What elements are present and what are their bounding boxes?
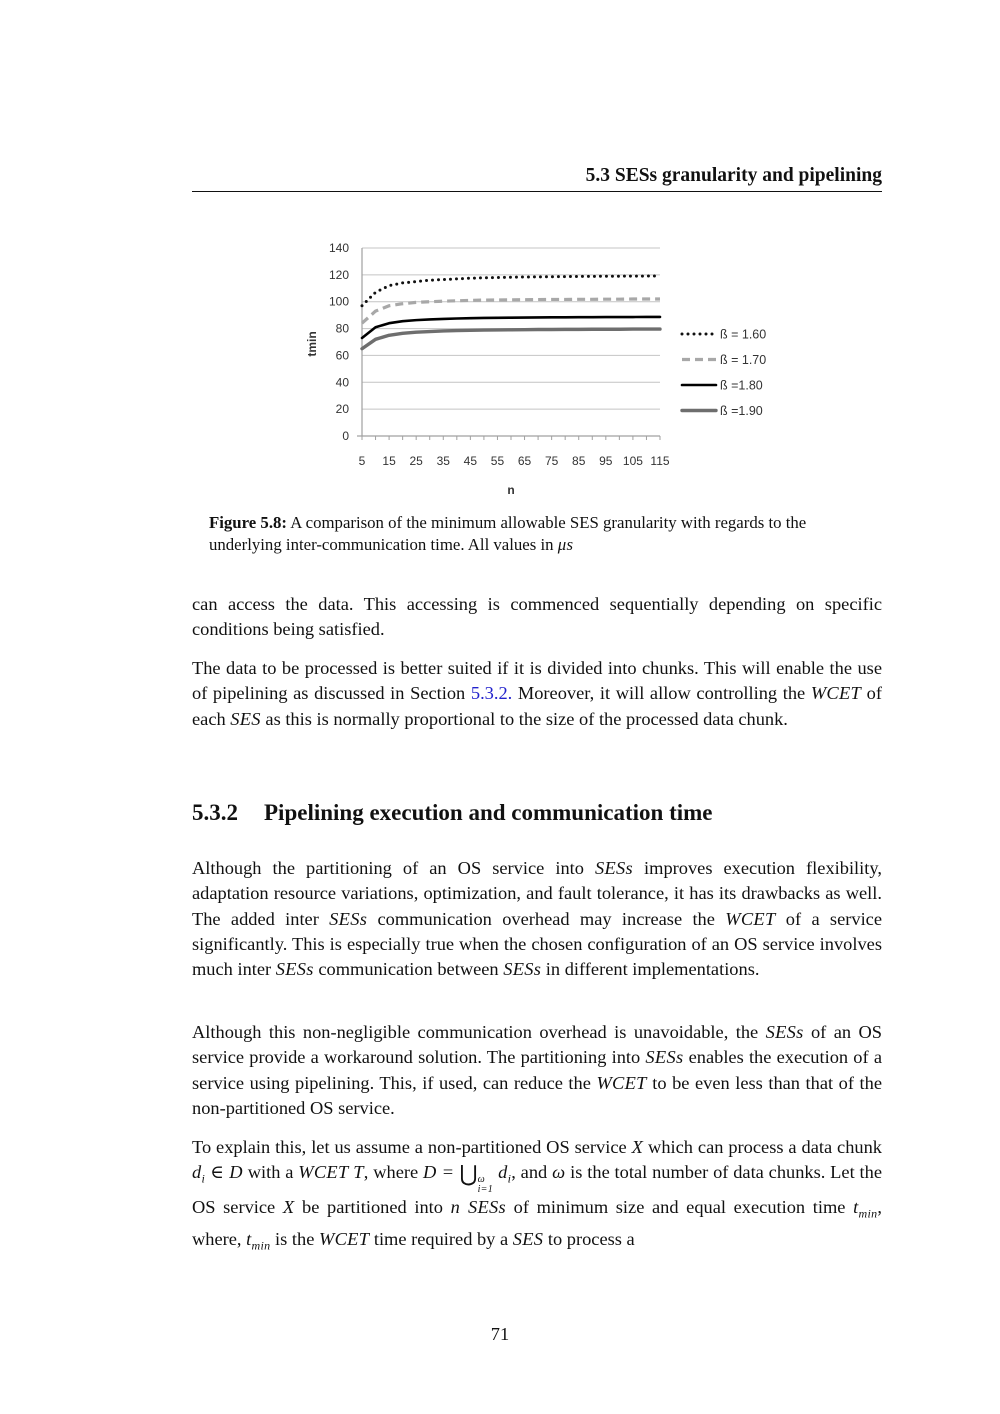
x-tick-label: 5 — [358, 454, 366, 468]
figure-caption-text: A comparison of the minimum allowable SES granularity with regards to the underlying inter-communication time. All values in — [209, 513, 807, 554]
paragraph-text: of each — [192, 683, 882, 729]
paragraph-text: Although this non-negligible communication overhead is unavoidable, the — [192, 1022, 766, 1042]
math-union-upper: ω — [477, 1174, 485, 1186]
y-tick-label: 60 — [335, 348, 349, 363]
section-link[interactable]: 5.3.2. — [470, 683, 513, 704]
paragraph-3 — [192, 856, 882, 982]
paragraph-2 — [192, 656, 882, 732]
y-tick-label: 40 — [335, 375, 349, 390]
paragraph-text: with a — [242, 1162, 299, 1183]
paragraph-text: Although the partitioning of an OS service into — [192, 858, 595, 878]
x-tick-label: 65 — [517, 454, 532, 468]
math-t: t — [246, 1229, 252, 1250]
y-tick-label: 20 — [335, 402, 349, 417]
x-tick-label: 45 — [463, 454, 478, 468]
section-heading — [192, 800, 713, 826]
chart — [292, 232, 792, 502]
paragraph-text: , where, — [192, 1197, 883, 1250]
math-wcet: WCET — [810, 683, 862, 704]
math-sess: SESs — [503, 959, 542, 980]
y-tick-label: 0 — [342, 429, 349, 443]
math-in-d: ∈ D — [205, 1162, 243, 1183]
paragraph-text: is the total number of data chunks. Let the OS service — [192, 1162, 882, 1218]
math-sess: SESs — [765, 1022, 804, 1042]
x-tick-label: 85 — [572, 454, 586, 468]
math-t: t — [853, 1197, 859, 1218]
math-union-lower: i=1 — [477, 1184, 493, 1196]
paragraph-text: communication overhead may increase the — [367, 908, 726, 929]
section-title: Pipelining execution and communication time — [264, 800, 713, 825]
paragraph-text: time required by a — [369, 1229, 513, 1250]
math-d-equals: D = — [422, 1162, 460, 1183]
paragraph-text: be partitioned into — [294, 1197, 451, 1218]
figure-caption — [209, 512, 881, 556]
math-x: X — [282, 1197, 295, 1218]
y-tick-label: 120 — [328, 267, 349, 282]
series-line — [362, 329, 660, 349]
series-line — [362, 317, 660, 338]
chart-y-axis-label: tmin — [305, 331, 319, 357]
y-tick-label: 140 — [328, 241, 349, 255]
math-sess: SESs — [275, 959, 314, 980]
x-tick-label: 75 — [544, 454, 559, 468]
paragraph-text: communication between — [313, 959, 504, 980]
legend-label: ß =1.90 — [720, 404, 763, 418]
paragraph-text: The data to be processed is better suited if it is divided into chunks. This will enable the use of pipelining as discussed in Section — [192, 658, 882, 704]
math-sess: SESs — [645, 1047, 684, 1068]
paragraph-text: to process a — [543, 1229, 635, 1250]
figure-label: Figure 5.8: — [209, 513, 287, 532]
paragraph-text: To explain this, let us assume a non-partitioned OS service — [192, 1137, 632, 1157]
math-subscript-min: min — [251, 1238, 271, 1253]
legend-label: ß =1.80 — [720, 378, 763, 393]
header-rule — [192, 191, 882, 192]
paragraph-text: improves execution flexibility, adaptation resource variations, optimization, and fault tolerance, it has its drawbacks as well. The added inter — [192, 858, 882, 929]
math-n-sess: n SESs — [450, 1197, 507, 1218]
paragraph-text: Moreover, it will allow controlling the — [512, 683, 811, 704]
paragraph-text: of a service significantly. This is especially true when the chosen configuration of an OS service involves much inter — [192, 908, 882, 980]
x-tick-label: 95 — [599, 454, 613, 468]
y-tick-label: 100 — [328, 294, 349, 309]
paragraph-text: is the — [270, 1229, 319, 1250]
x-tick-label: 115 — [650, 454, 670, 468]
paragraph-text: , where — [363, 1162, 423, 1183]
math-sess: SESs — [329, 908, 368, 929]
paragraph-text: as this is normally proportional to the size of the processed data chunk. — [260, 708, 788, 729]
math-wcet-t: WCET T — [298, 1162, 364, 1183]
math-x: X — [631, 1137, 644, 1157]
page-number: 71 — [490, 1324, 510, 1344]
paragraph-text: can access the data. This accessing is commenced sequentially depending on specific conditions being satisfied. — [192, 594, 882, 640]
y-tick-label: 80 — [335, 321, 349, 336]
math-subscript-min: min — [858, 1206, 878, 1221]
chart-x-axis-label: n — [507, 483, 515, 497]
math-subscript: i — [507, 1171, 512, 1186]
math-sess: SESs — [595, 858, 633, 878]
paragraph-text: to be even less than that of the non-partitioned OS service. — [192, 1072, 882, 1118]
math-wcet: WCET — [318, 1229, 370, 1250]
chart-series — [362, 276, 660, 349]
legend-label: ß = 1.60 — [720, 327, 767, 342]
x-tick-label: 35 — [436, 454, 450, 468]
paragraph-4 — [192, 1020, 882, 1121]
section-number: 5.3.2 — [192, 800, 238, 825]
math-omega: ω — [552, 1162, 566, 1183]
figure-caption-unit: μs — [557, 535, 574, 554]
math-subscript: i — [201, 1171, 206, 1186]
paragraph-text: , and — [511, 1162, 553, 1183]
paragraph-5 — [192, 1135, 882, 1259]
chart-legend — [682, 328, 766, 419]
legend-label: ß = 1.70 — [720, 353, 767, 367]
math-d: d — [493, 1162, 508, 1183]
paragraph-text: which can process a data chunk — [643, 1137, 882, 1157]
math-union: ⋃ — [459, 1161, 478, 1187]
math-ses: SES — [230, 708, 261, 729]
x-tick-label: 55 — [490, 454, 505, 468]
x-tick-label: 105 — [622, 454, 643, 468]
math-ses: SES — [512, 1229, 544, 1250]
math-d: d — [192, 1162, 202, 1183]
math-wcet: WCET — [725, 908, 776, 929]
paragraph-1 — [192, 592, 882, 643]
running-header: 5.3 SESs granularity and pipelining — [585, 165, 882, 186]
paragraph-text: of an OS service provide a workaround solution. The partitioning into — [192, 1022, 882, 1068]
paragraph-text: of minimum size and equal execution time — [506, 1197, 854, 1218]
paragraph-text: in different implementations. — [541, 959, 760, 980]
x-tick-label: 15 — [382, 454, 396, 468]
math-union-limits — [478, 1175, 493, 1195]
paragraph-text: enables the execution of a service using pipelining. This, if used, can reduce the — [192, 1047, 882, 1093]
x-tick-label: 25 — [409, 454, 423, 468]
math-wcet: WCET — [596, 1072, 647, 1093]
